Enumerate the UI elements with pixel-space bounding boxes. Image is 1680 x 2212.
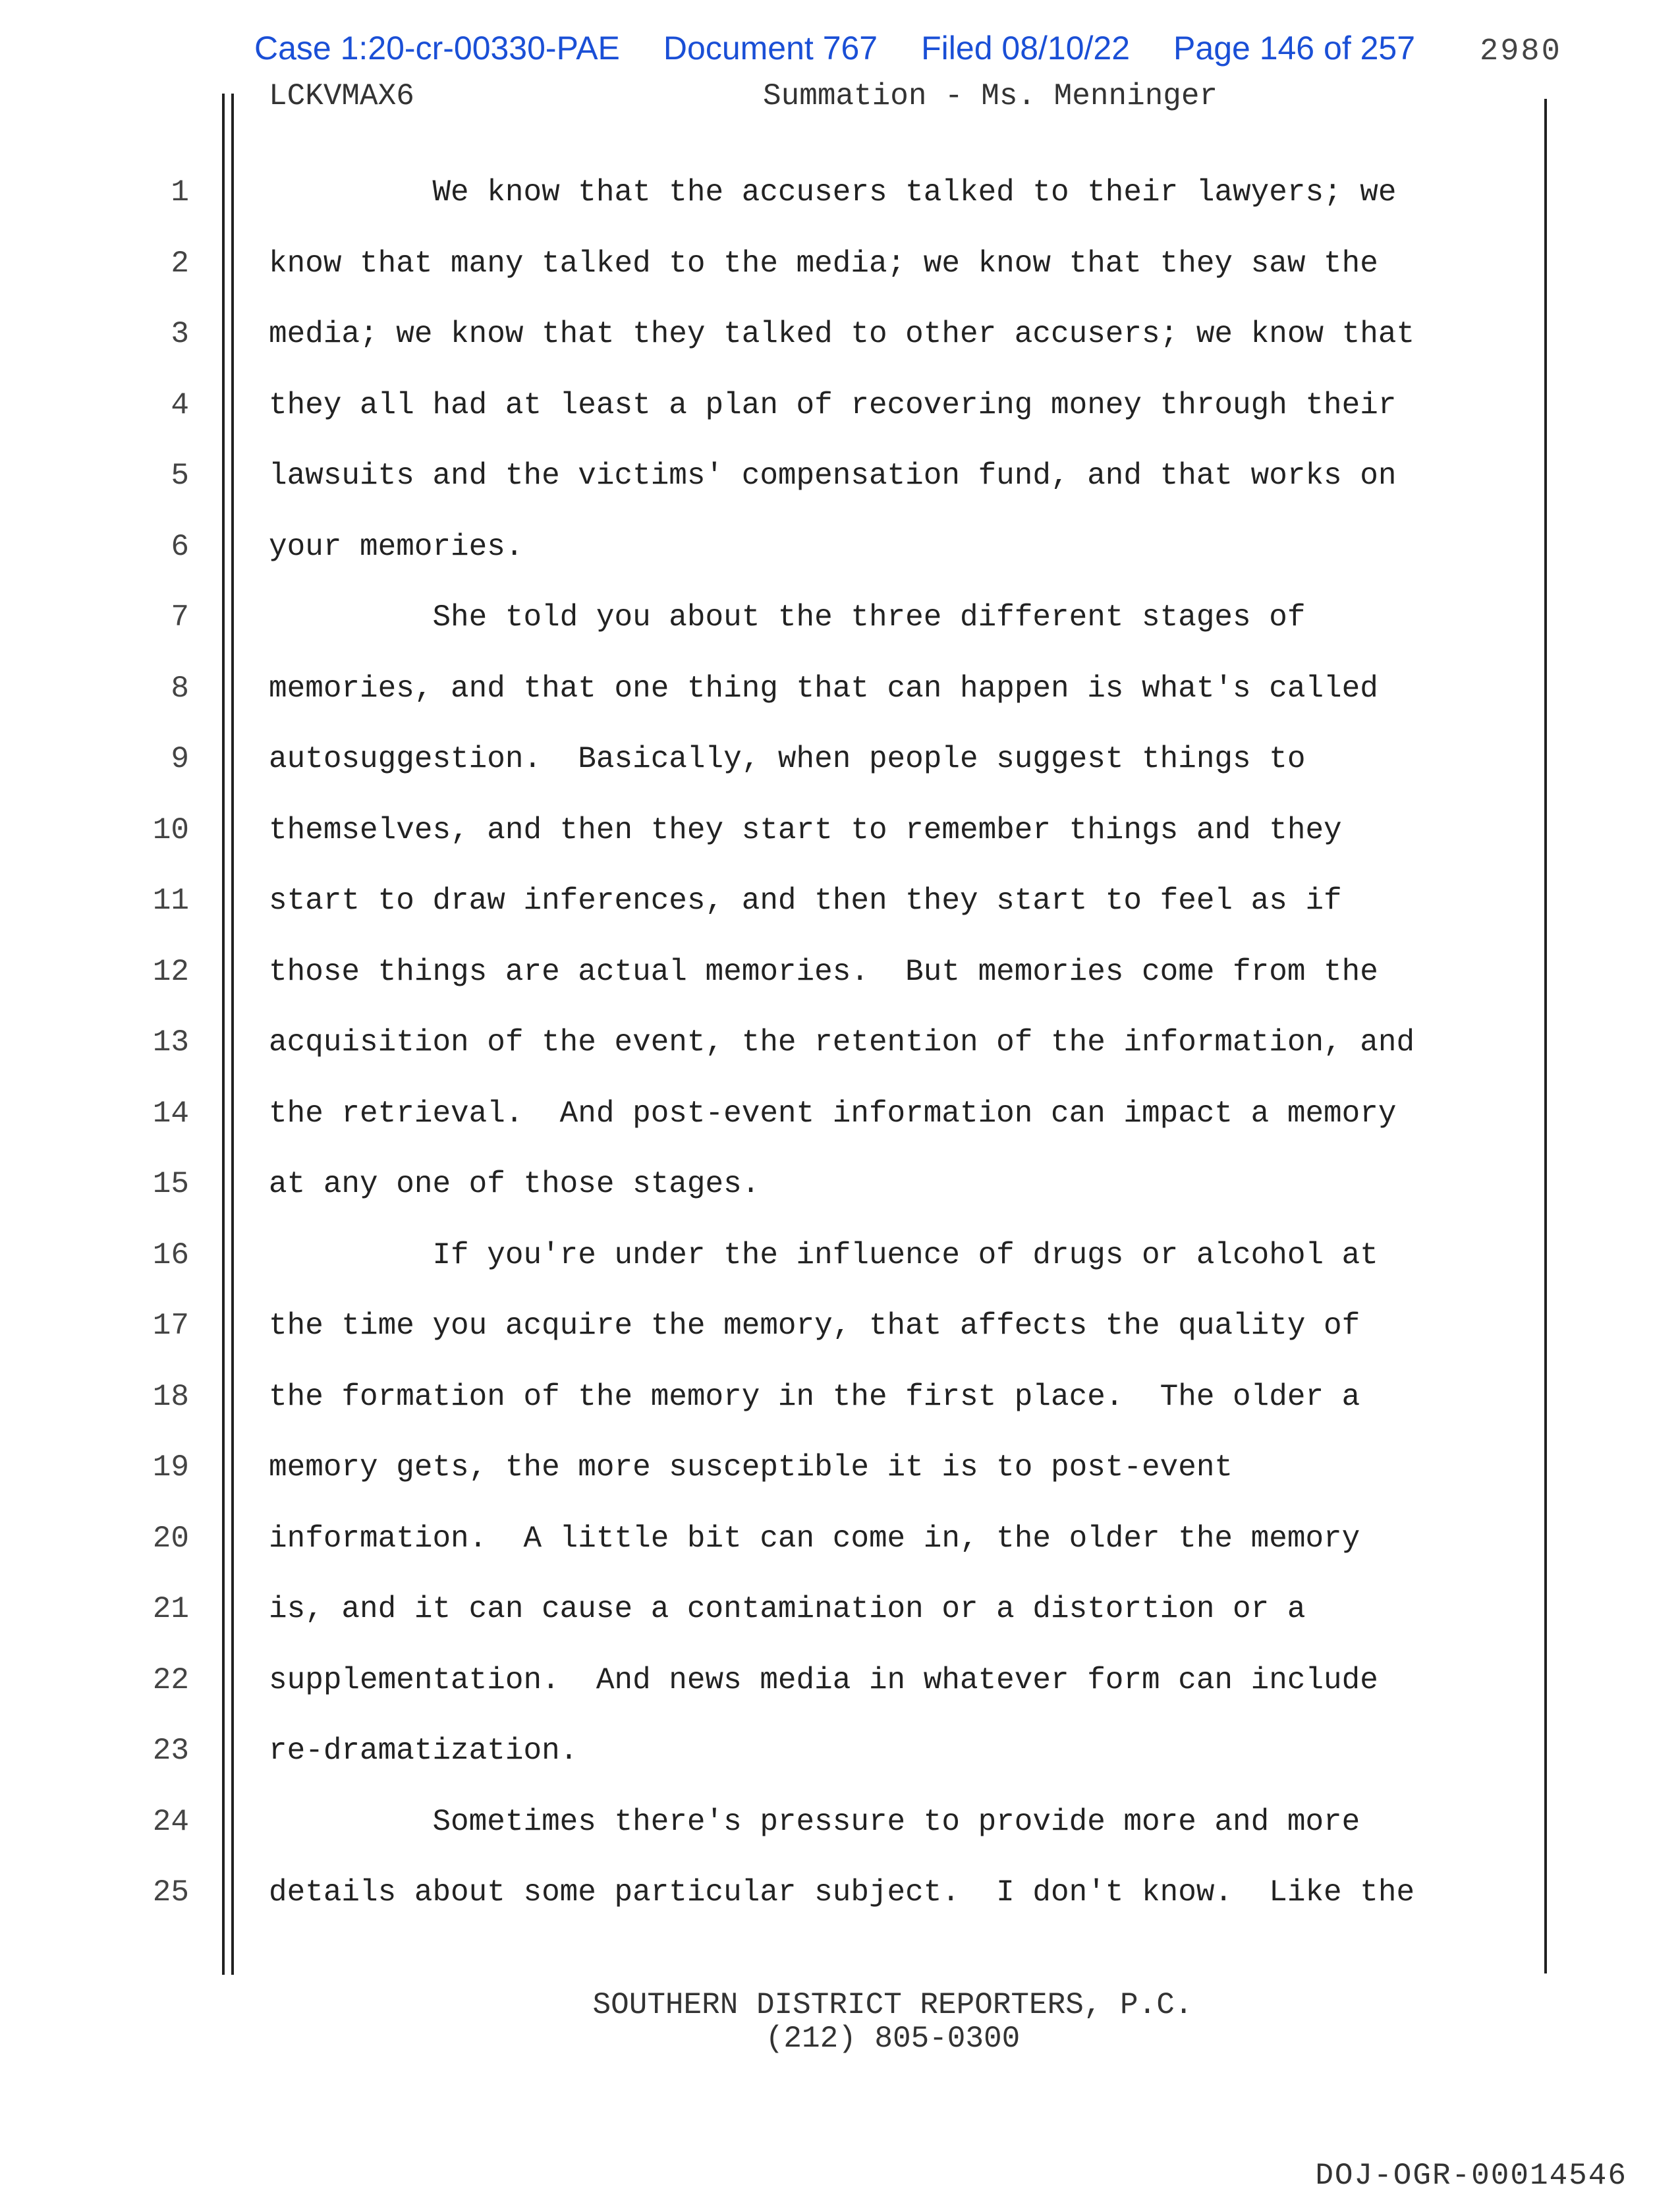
line-number: 4 xyxy=(171,387,189,422)
line-number: 13 xyxy=(152,1025,189,1060)
transcript-line xyxy=(0,1374,1581,1420)
transcript-line xyxy=(0,1657,1581,1703)
transcript-line xyxy=(0,1586,1581,1632)
line-text: the time you acquire the memory, that affects the quality of xyxy=(269,1309,1360,1343)
reporter-phone: (212) 805-0300 xyxy=(765,2022,1021,2056)
transcript-line xyxy=(0,169,1581,215)
transcript-line xyxy=(0,949,1581,995)
line-number: 14 xyxy=(152,1096,189,1131)
transcript-line xyxy=(0,736,1581,782)
line-text: lawsuits and the victims' compensation fund, and that works on xyxy=(269,459,1397,493)
line-text: those things are actual memories. But memories come from the xyxy=(269,954,1378,989)
line-number: 1 xyxy=(171,175,189,210)
transcript-line xyxy=(0,1303,1581,1349)
line-number: 16 xyxy=(152,1237,189,1272)
line-text: autosuggestion. Basically, when people suggest things to xyxy=(269,742,1306,776)
line-number: 17 xyxy=(152,1309,189,1343)
line-text: We know that the accusers talked to their lawyers; we xyxy=(269,175,1397,210)
transcript-line xyxy=(0,524,1581,570)
filed-date: Filed 08/10/22 xyxy=(921,30,1131,67)
line-number: 3 xyxy=(171,317,189,351)
line-text: memory gets, the more susceptible it is to post-event xyxy=(269,1450,1233,1485)
line-text: Sometimes there's pressure to provide more and more xyxy=(269,1804,1360,1839)
line-text: supplementation. And news media in whatever form can include xyxy=(269,1662,1378,1697)
transcript-line xyxy=(0,1444,1581,1490)
transcript-line xyxy=(0,241,1581,287)
case-number: Case 1:20-cr-00330-PAE xyxy=(254,30,620,67)
line-number: 2 xyxy=(171,246,189,281)
line-number: 6 xyxy=(171,529,189,564)
document-number: Document 767 xyxy=(663,30,878,67)
line-text: themselves, and then they start to remember things and they xyxy=(269,812,1342,847)
line-text: your memories. xyxy=(269,529,524,564)
line-number: 18 xyxy=(152,1379,189,1414)
transcript-code: LCKVMAX6 xyxy=(269,79,414,113)
transcript-line xyxy=(0,1516,1581,1562)
transcript-page-number: 2980 xyxy=(1480,34,1562,69)
bates-number: DOJ-OGR-00014546 xyxy=(1315,2159,1627,2193)
line-number: 7 xyxy=(171,600,189,635)
line-text: details about some particular subject. I don't know. Like the xyxy=(269,1875,1415,1910)
line-text: She told you about the three different stages of xyxy=(269,600,1306,635)
page-indicator: Page 146 of 257 xyxy=(1173,30,1416,67)
line-text: is, and it can cause a contamination or a distortion or a xyxy=(269,1592,1306,1626)
line-text: information. A little bit can come in, the older the memory xyxy=(269,1521,1360,1556)
transcript-line xyxy=(0,666,1581,712)
transcript-line xyxy=(0,594,1581,640)
transcript-line xyxy=(0,311,1581,357)
transcript-line xyxy=(0,1019,1581,1065)
case-banner xyxy=(254,29,1459,67)
line-text: know that many talked to the media; we know that they saw the xyxy=(269,246,1378,281)
transcript-line xyxy=(0,1869,1581,1915)
line-number: 19 xyxy=(152,1450,189,1485)
line-number: 12 xyxy=(152,954,189,989)
line-number: 24 xyxy=(152,1804,189,1839)
line-text: start to draw inferences, and then they start to feel as if xyxy=(269,884,1342,918)
line-number: 9 xyxy=(171,742,189,776)
transcript-line xyxy=(0,1161,1581,1207)
line-text: acquisition of the event, the retention of the information, and xyxy=(269,1025,1415,1060)
line-number: 21 xyxy=(152,1592,189,1626)
transcript-line xyxy=(0,1799,1581,1845)
transcript-line xyxy=(0,382,1581,428)
transcript-line xyxy=(0,1728,1581,1774)
transcript-line xyxy=(0,807,1581,853)
line-text: re-dramatization. xyxy=(269,1734,578,1768)
line-number: 5 xyxy=(171,459,189,493)
section-title: Summation - Ms. Menninger xyxy=(763,79,1218,113)
line-number: 23 xyxy=(152,1734,189,1768)
line-number: 11 xyxy=(152,884,189,918)
line-number: 20 xyxy=(152,1521,189,1556)
transcript-line xyxy=(0,1232,1581,1278)
line-text: the formation of the memory in the first place. The older a xyxy=(269,1379,1360,1414)
line-text: the retrieval. And post-event information can impact a memory xyxy=(269,1096,1397,1131)
line-number: 25 xyxy=(152,1875,189,1910)
line-text: they all had at least a plan of recovering money through their xyxy=(269,387,1397,422)
line-text: If you're under the influence of drugs or alcohol at xyxy=(269,1237,1378,1272)
line-text: at any one of those stages. xyxy=(269,1167,760,1201)
reporter-name: SOUTHERN DISTRICT REPORTERS, P.C. xyxy=(592,1988,1193,2022)
line-number: 15 xyxy=(152,1167,189,1201)
line-text: media; we know that they talked to other accusers; we know that xyxy=(269,317,1415,351)
transcript-line xyxy=(0,453,1581,499)
line-text: memories, and that one thing that can happen is what's called xyxy=(269,671,1378,706)
line-number: 22 xyxy=(152,1662,189,1697)
transcript-line xyxy=(0,878,1581,924)
transcript-line xyxy=(0,1091,1581,1137)
line-number: 8 xyxy=(171,671,189,706)
line-number: 10 xyxy=(152,812,189,847)
